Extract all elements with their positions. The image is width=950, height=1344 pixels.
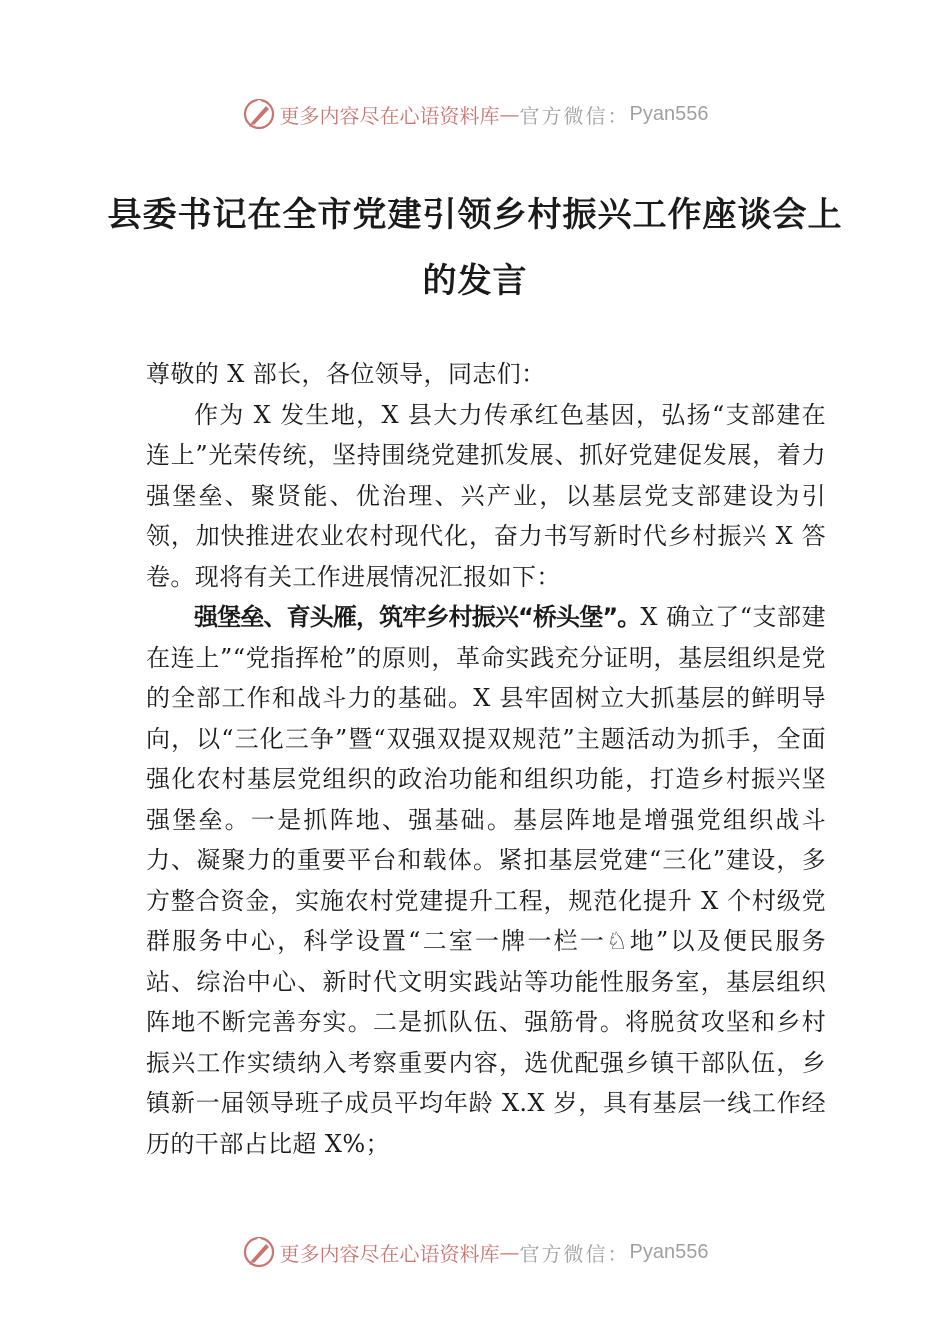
banner-contact-label: 官方微信： bbox=[519, 1241, 630, 1266]
section1-heading: 强堡垒、育头雁，筑牢乡村振兴“桥头堡”。 bbox=[194, 603, 641, 631]
banner-separator: — bbox=[499, 102, 520, 126]
footer-watermark bbox=[0, 1232, 950, 1272]
banner-slogan: 更多内容尽在心语资料库 bbox=[279, 1241, 500, 1266]
section1-body: X 确立了“支部建在连上”“党指挥枪”的原则，革命实践充分证明，基层组织是党的全部工作和战斗力的基础。X 县牢固树立大抓基层的鲜明导向，以“三化三争”暨“双强双提双规范”主题活动为抓手，全面强化农村基层党组织的政治功能和组织功能，打造乡村振兴坚强堡垒。一是抓阵地、强基础。基层阵地是增强党组织战斗力、凝聚力的重要平台和载体。紧扣基层党建“三化”建设，多方整合资金，实施农村党建提升工程，规范化提升 X 个村级党群服务中心，科学设置“二室一牌一栏一♘地”以及便民服务站、综治中心、新时代文明实践站等功能性服务室，基层组织阵地不断完善夯实。二是抓队伍、强筋骨。将脱贫攻坚和乡村振兴工作实绩纳入考察重要内容，选优配强乡镇干部队伍，乡镇新一届领导班子成员平均年龄 X.X 岁，具有基层一线工作经历的干部占比超 X%； bbox=[146, 603, 826, 1158]
banner-contact-id: Pyan556 bbox=[629, 1240, 709, 1263]
intro-paragraph: 作为 X 发生地，X 县大力传承红色基因，弘扬“支部建在连上”光荣传统，坚持围绕党建抓发展、抓好党建促发展，着力强堡垒、聚贤能、优治理、兴产业，以基层党支部建设为引领，加快推进农业农村现代化，奋力书写新时代乡村振兴 X 答卷。现将有关工作进展情况汇报如下： bbox=[146, 400, 826, 591]
banner-separator: — bbox=[499, 1240, 520, 1264]
document-title: 县委书记在全市党建引领乡村振兴工作座谈会上的发言 bbox=[107, 195, 843, 301]
salutation: 尊敬的 X 部长，各位领导，同志们： bbox=[146, 360, 546, 388]
pen-circle-logo-icon bbox=[242, 97, 276, 131]
pen-circle-logo-icon bbox=[242, 1235, 276, 1269]
banner-contact-label: 官方微信： bbox=[519, 103, 630, 128]
document-body bbox=[146, 354, 826, 1164]
banner-contact-id: Pyan556 bbox=[629, 102, 709, 125]
banner-slogan: 更多内容尽在心语资料库 bbox=[279, 103, 500, 128]
section1-paragraph bbox=[146, 597, 826, 1164]
header-watermark bbox=[0, 94, 950, 134]
